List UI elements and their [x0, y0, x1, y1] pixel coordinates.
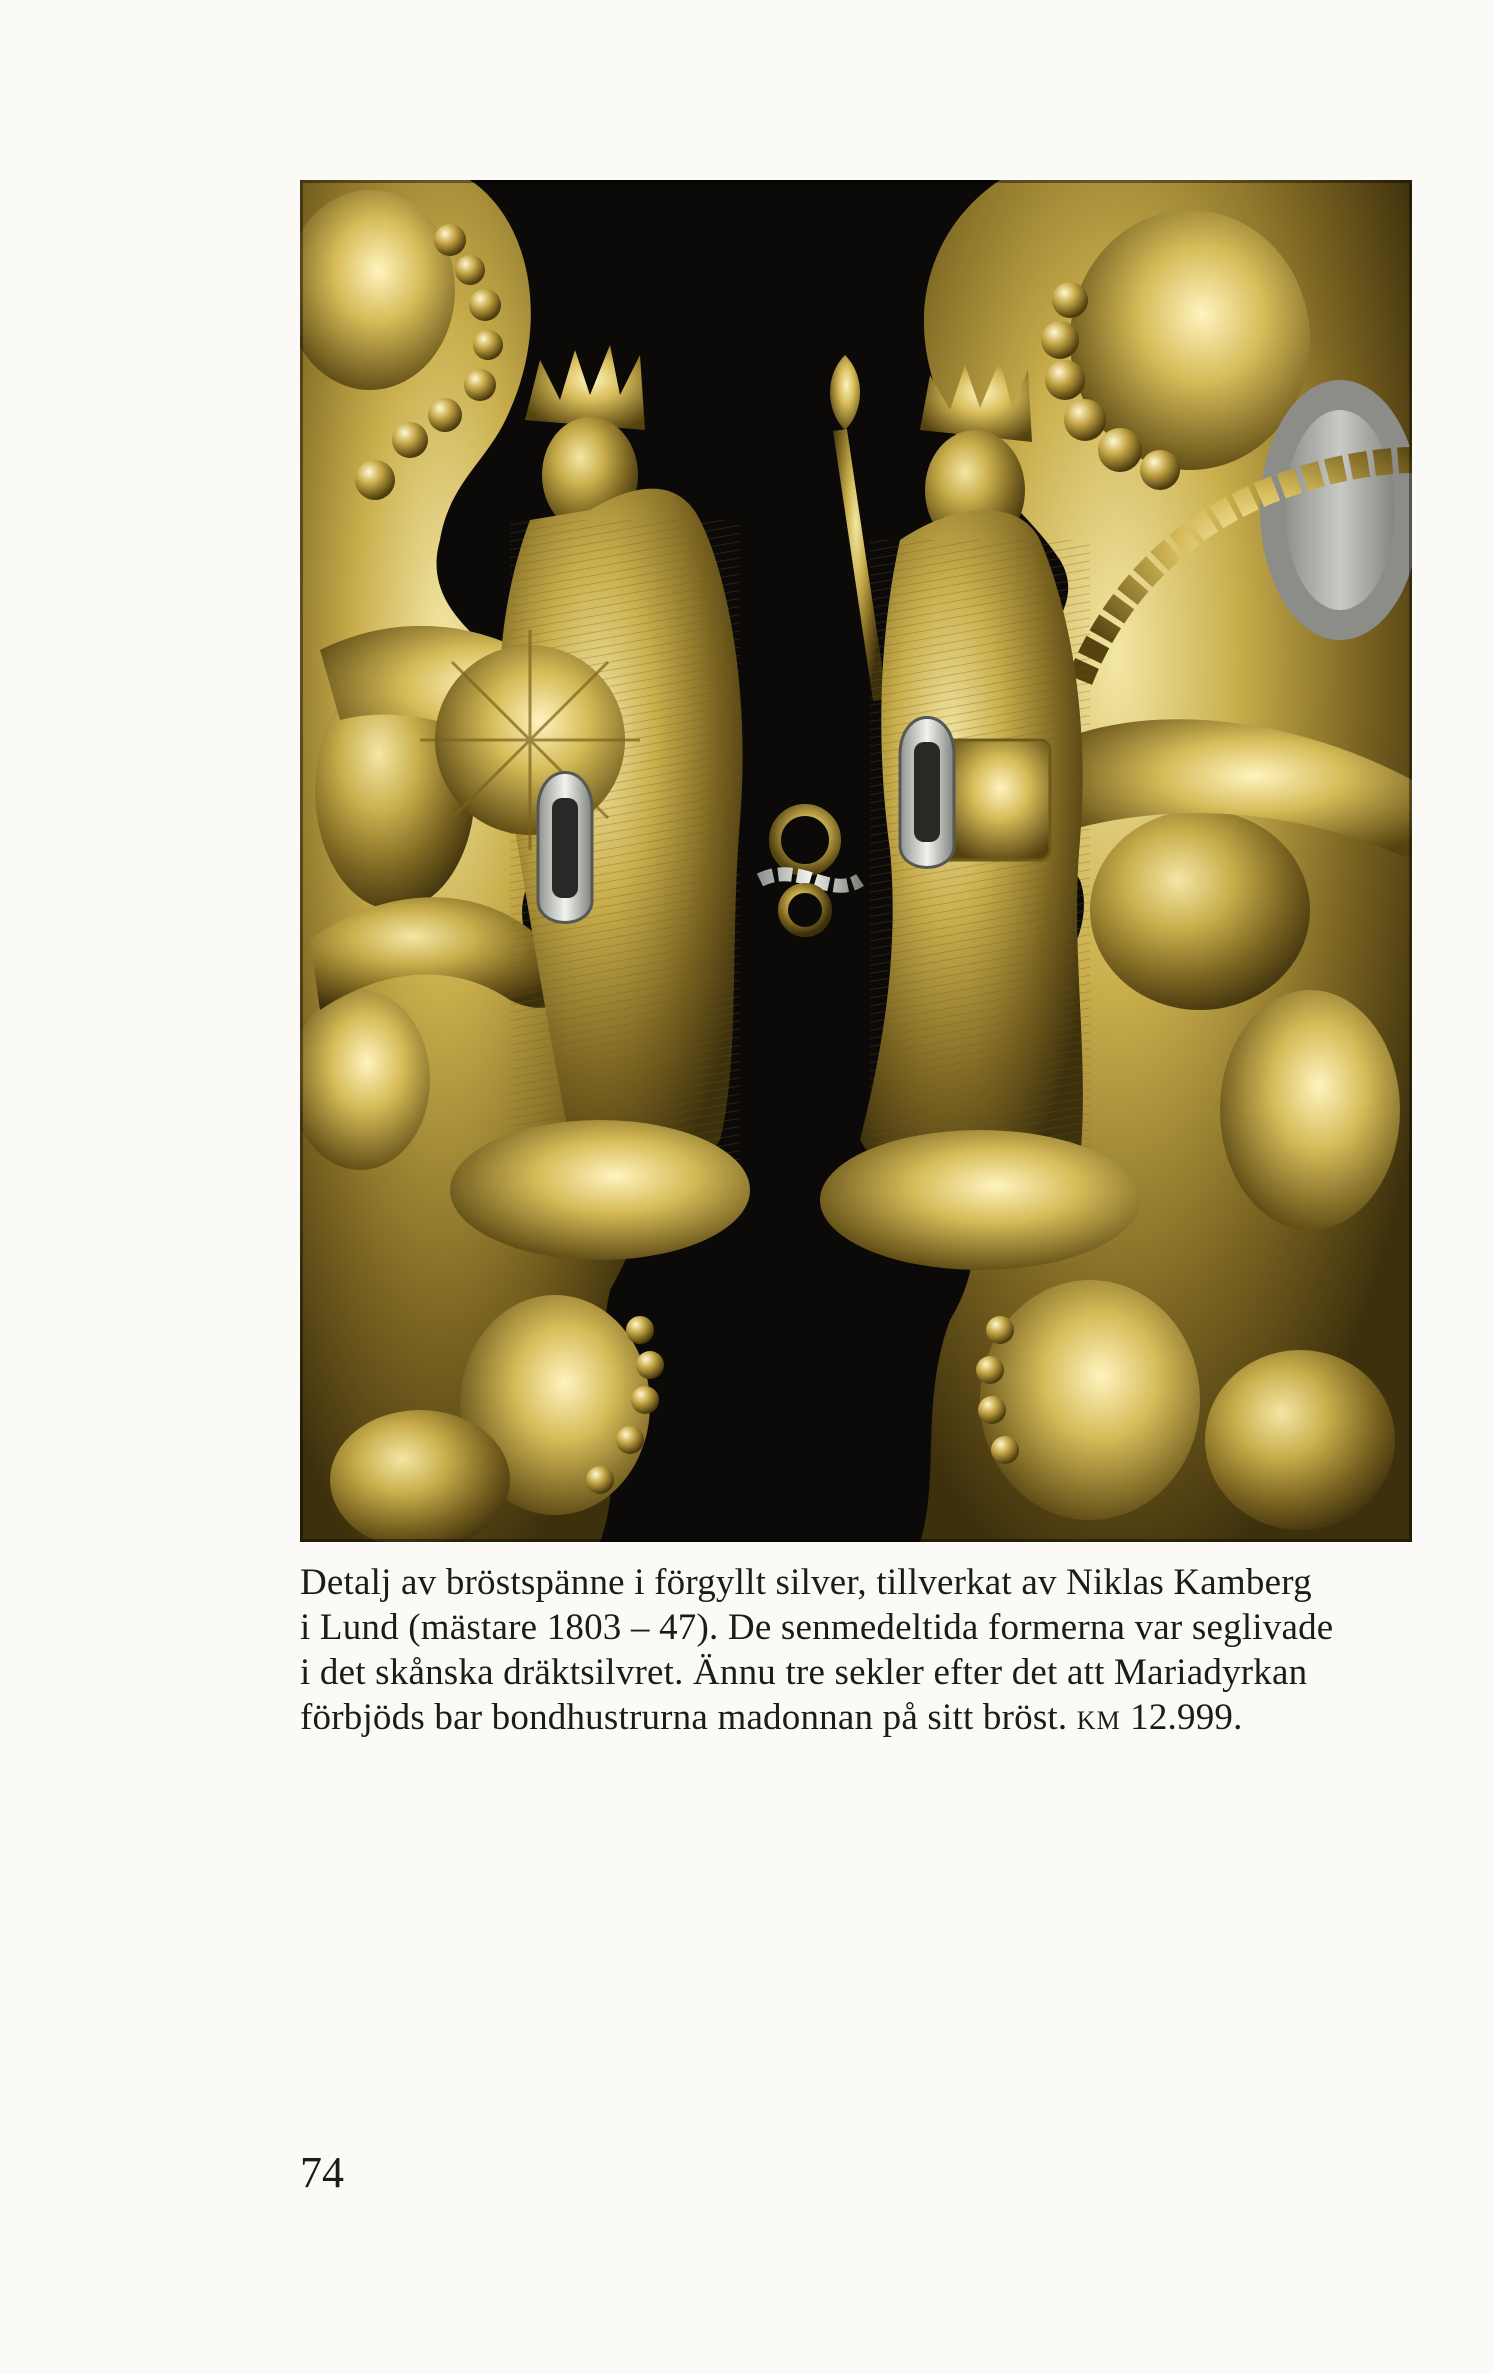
caption-line-4-text: förbjöds bar bondhustrurna madonnan på sitt bröst. [300, 1697, 1077, 1738]
page-number: 74 [300, 2148, 344, 2197]
caption-line-4 [300, 1695, 1400, 1740]
museum-abbreviation: km [1076, 1697, 1121, 1738]
inventory-number: 12.999. [1120, 1697, 1243, 1738]
caption-line-2: i Lund (mästare 1803 – 47). De senmedeltida formerna var seglivade [300, 1607, 1334, 1648]
gilded-buckle-image [300, 180, 1412, 1542]
buckle-photo [300, 180, 1412, 1542]
figure-caption [300, 1560, 1400, 1740]
caption-line-1: Detalj av bröstspänne i förgyllt silver, tillverkat av Niklas Kamberg [300, 1562, 1312, 1603]
caption-line-3: i det skånska dräktsilvret. Ännu tre sekler efter det att Mariadyrkan [300, 1652, 1308, 1693]
